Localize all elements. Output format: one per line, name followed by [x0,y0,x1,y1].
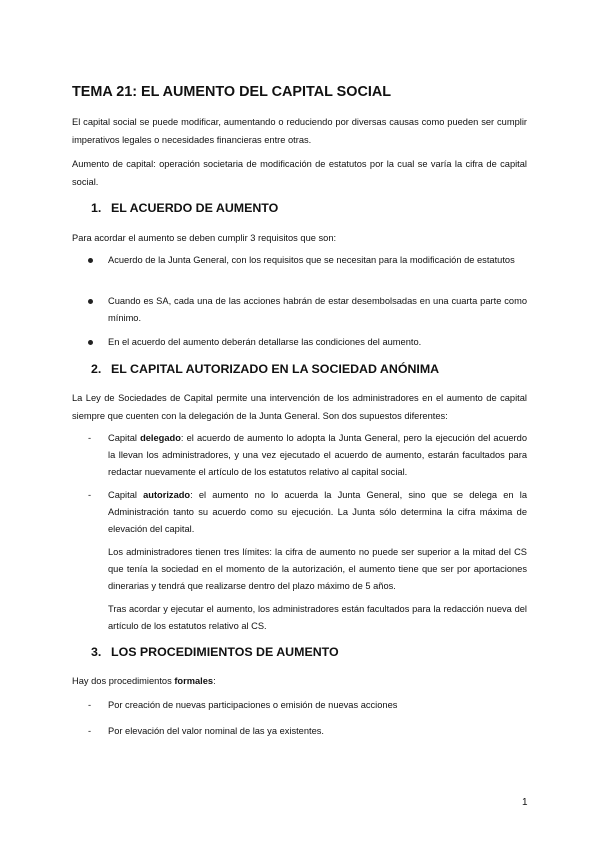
dash-marker: - [88,433,92,443]
section-2-limits-paragraph: Los administradores tienen tres límites: la cifra de aumento no puede ser superior a la mitad del CS que tenía la sociedad en el momento de la autorización, el aumento tiene que ser por aportaciones dinerarias y tendrá que realizarse dentro del plazo máximo de 5 años. [108,547,527,591]
section-3-heading [91,645,339,659]
dash-marker: - [88,726,92,736]
item-prefix: Capital [108,433,141,443]
section-1-bullet-3: En el acuerdo del aumento deberán detallarse las condiciones del aumento. [108,337,422,347]
item-text: : el acuerdo de aumento lo adopta la Junta General, pero la ejecución del acuerdo la llevan los administradores, y una vez ejecutado el acuerdo de aumento, estarán facultados para redactar nuevamente el artículo de los estatutos relativo al capital social. [108,433,527,477]
section-1-bullet-1: Acuerdo de la Junta General, con los requisitos que se necesitan para la modificación de estatutos [108,255,515,265]
definition-paragraph: Aumento de capital: operación societaria de modificación de estatutos por la cual se varía la cifra de capital social. [72,159,527,187]
item-bold-term: autorizado [143,490,191,500]
bullet-dot [88,334,93,345]
bullet-dot [88,252,93,263]
section-1-number: 1. [91,201,102,215]
page-number: 1 [522,797,528,808]
section-2-redaction-paragraph: Tras acordar y ejecutar el aumento, los administradores están facultados para la redacción nueva del artículo de los estatutos relativo al CS. [108,604,527,631]
lead-bold-term: formales [174,676,214,686]
section-2-item-autorizado [108,487,527,538]
section-2-number: 2. [91,362,102,376]
lead-suffix: : [213,676,216,686]
dash-marker: - [88,700,92,710]
section-3-lead [72,672,527,690]
item-bold-term: delegado [140,433,181,443]
section-3-title: LOS PROCEDIMIENTOS DE AUMENTO [111,645,339,659]
section-2-lead: La Ley de Sociedades de Capital permite una intervención de los administradores en el aumento de capital siempre que cuenten con la delegación de la Junta General. Son dos supuestos diferentes: [72,393,527,421]
item-prefix: Capital [108,490,144,500]
lead-prefix: Hay dos procedimientos [72,676,175,686]
section-1-heading [91,201,278,215]
section-3-number: 3. [91,645,102,659]
section-3-item-1: Por creación de nuevas participaciones o emisión de nuevas acciones [108,700,398,710]
section-3-item-2: Por elevación del valor nominal de las ya existentes. [108,726,325,736]
section-2-item-delegado [108,430,527,481]
dash-marker: - [88,490,92,500]
bullet-dot [88,293,93,304]
intro-paragraph: El capital social se puede modificar, aumentando o reduciendo por diversas causas como pueden ser cumplir imperativos legales o necesidades financieras entre otras. [72,117,527,145]
section-1-title: EL ACUERDO DE AUMENTO [111,201,279,215]
section-2-heading [91,362,439,376]
section-2-title: EL CAPITAL AUTORIZADO EN LA SOCIEDAD ANÓNIMA [111,362,440,376]
section-1-bullet-2: Cuando es SA, cada una de las acciones habrán de estar desembolsadas en una cuarta parte como mínimo. [108,296,527,323]
item-text: : el aumento no lo acuerda la Junta General, sino que se delega en la Administración tanto su acuerdo como su ejecución. La Junta sólo determina la cifra máxima de elevación del capital. [108,490,527,534]
page-title: TEMA 21: EL AUMENTO DEL CAPITAL SOCIAL [72,84,392,100]
section-1-lead: Para acordar el aumento se deben cumplir 3 requisitos que son: [72,233,337,243]
